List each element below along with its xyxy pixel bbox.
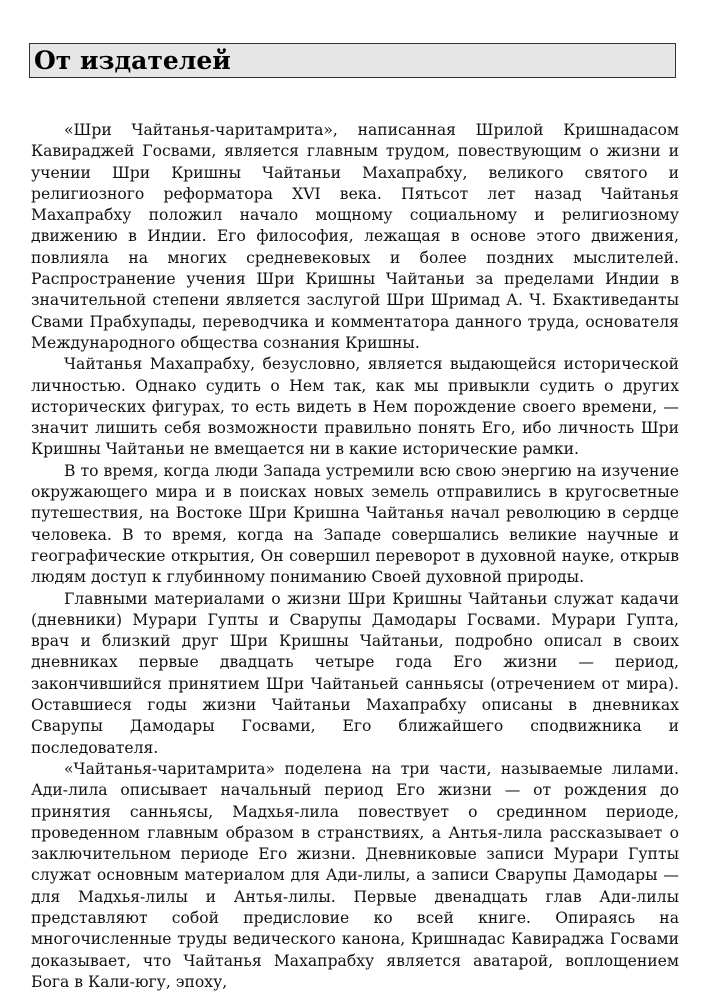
section-title: От издателей bbox=[34, 46, 231, 75]
paragraph-3: В то время, когда люди Запада устремили всю свою энергию на изучение окружающего мира и в поисках новых земель отправились в кругосветные путешествия, на Востоке Шри Кришна Чайтанья начал революцию в сердце человека. В то время, когда на Западе совершались великие научные и географические открытия, Он совершил переворот в духовной науке, открыв людям доступ к глубинному пониманию Своей духовной природы. bbox=[31, 461, 679, 587]
section-heading-box bbox=[29, 43, 676, 78]
paragraph-5: «Чайтанья-чаритамрита» поделена на три части, называемые лилами. Ади-лила описывает начальный период Его жизни — от рождения до принятия санньясы, Мадхья-лила повествует о срединном периоде, проведенном главным образом в странствиях, а Антья-лила рассказывает о заключительном периоде Его жизни. Дневниковые записи Мурари Гупты служат основным материалом для Ади-лилы, а записи Сварупы Дамодары — для Мадхья-лилы и Антья-лилы. Первые двенадцать глав Ади-лилы представляют собой предисловие ко всей книге. Опираясь на многочисленные труды ведического канона, Кришнадас Кавираджа Госвами доказывает, что Чайтанья Махапрабху является аватарой, воплощением Бога в Кали-югу, эпоху, bbox=[31, 759, 679, 991]
paragraph-4: Главными материалами о жизни Шри Кришны Чайтаньи служат кадачи (дневники) Мурари Гупты и Сварупы Дамодары Госвами. Мурари Гупта, врач и близкий друг Шри Кришны Чайтаньи, подробно описал в своих дневниках первые двадцать четыре года Его жизни — период, закончившийся принятием Шри Чайтаньей санньясы (отречением от мира). Оставшиеся годы жизни Чайтаньи Махапрабху описаны в дневниках Сварупы Дамодары Госвами, Его ближайшего сподвижника и последователя. bbox=[31, 589, 679, 757]
paragraph-2: Чайтанья Махапрабху, безусловно, является выдающейся исторической личностью. Однако судить о Нем так, как мы привыкли судить о других исторических фигурах, то есть видеть в Нем порождение своего времени, — значит лишить себя возможности правильно понять Его, ибо личность Шри Кришны Чайтаньи не вмещается ни в какие исторические рамки. bbox=[31, 355, 679, 459]
body-text bbox=[31, 120, 679, 993]
paragraph-1: «Шри Чайтанья-чаритамрита», написанная Шрилой Кришнадасом Кавираджей Госвами, является главным трудом, повествующим о жизни и учении Шри Кришны Чайтаньи Махапрабху, великого святого и религиозного реформатора XVI века. Пятьсот лет назад Чайтанья Махапрабху положил начало мощному социальному и религиозному движению в Индии. Его философия, лежащая в основе этого движения, повлияла на многих средневековых и более поздних мыслителей. Распространение учения Шри Кришны Чайтаньи за пределами Индии в значительной степени является заслугой Шри Шримад А. Ч. Бхактиведанты Свами Прабхупады, переводчика и комментатора данного труда, основателя Международного общества сознания Кришны. bbox=[31, 121, 679, 352]
